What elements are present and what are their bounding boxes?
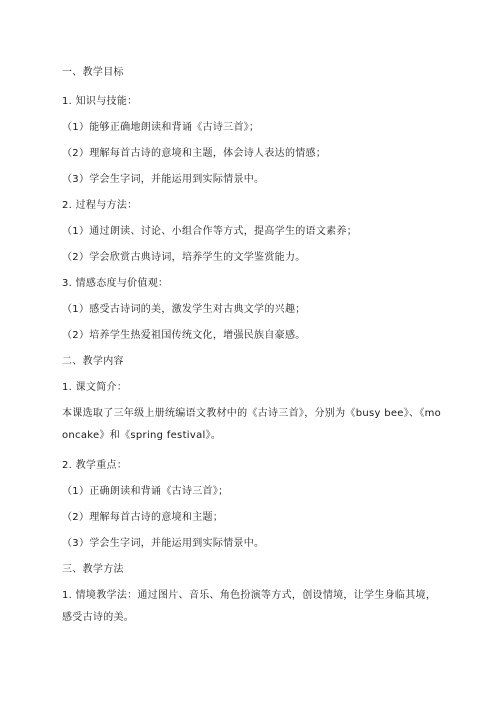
subheading-knowledge-skills: 1. 知识与技能： (62, 96, 138, 107)
list-item: （3）学会生字词，并能运用到实际情景中。 (62, 538, 265, 549)
subheading-teaching-focus: 2. 教学重点： (62, 460, 128, 471)
subheading-attitudes-values: 3. 情感态度与价值观： (62, 278, 169, 289)
subheading-lesson-intro: 1. 课文简介： (62, 382, 128, 393)
heading-teaching-content: 二、教学内容 (62, 356, 124, 367)
list-item: （2）学会欣赏古典诗词，培养学生的文学鉴赏能力。 (62, 252, 306, 263)
list-item: （1）能够正确地朗读和背诵《古诗三首》； (62, 122, 260, 133)
heading-teaching-objectives: 一、教学目标 (62, 67, 124, 78)
list-item: （3）学会生字词，并能运用到实际情景中。 (62, 174, 265, 185)
subheading-process-methods: 2. 过程与方法： (62, 200, 138, 211)
list-item: （2）理解每首古诗的意境和主题，体会诗人表达的情感； (62, 148, 327, 159)
paragraph-situational-teaching: 1. 情境教学法：通过图片、音乐、角色扮演等方式，创设情境，让学生身临其境，感受古诗的美。 (62, 590, 437, 623)
list-item: （1）正确朗读和背诵《古诗三首》； (62, 486, 229, 497)
list-item: （1）通过朗读、讨论、小组合作等方式，提高学生的语文素养； (62, 226, 358, 237)
list-item: （2）培养学生热爱祖国传统文化，增强民族自豪感。 (62, 330, 306, 341)
list-item: （2）理解每首古诗的意境和主题； (62, 512, 224, 523)
heading-teaching-methods: 三、教学方法 (62, 564, 124, 575)
list-item: （1）感受古诗词的美，激发学生对古典文学的兴趣； (62, 304, 306, 315)
paragraph-lesson-intro: 本课选取了三年级上册统编语文教材中的《古诗三首》，分别为《busy bee》、《mooncake》和《spring festival》。 (62, 408, 442, 441)
